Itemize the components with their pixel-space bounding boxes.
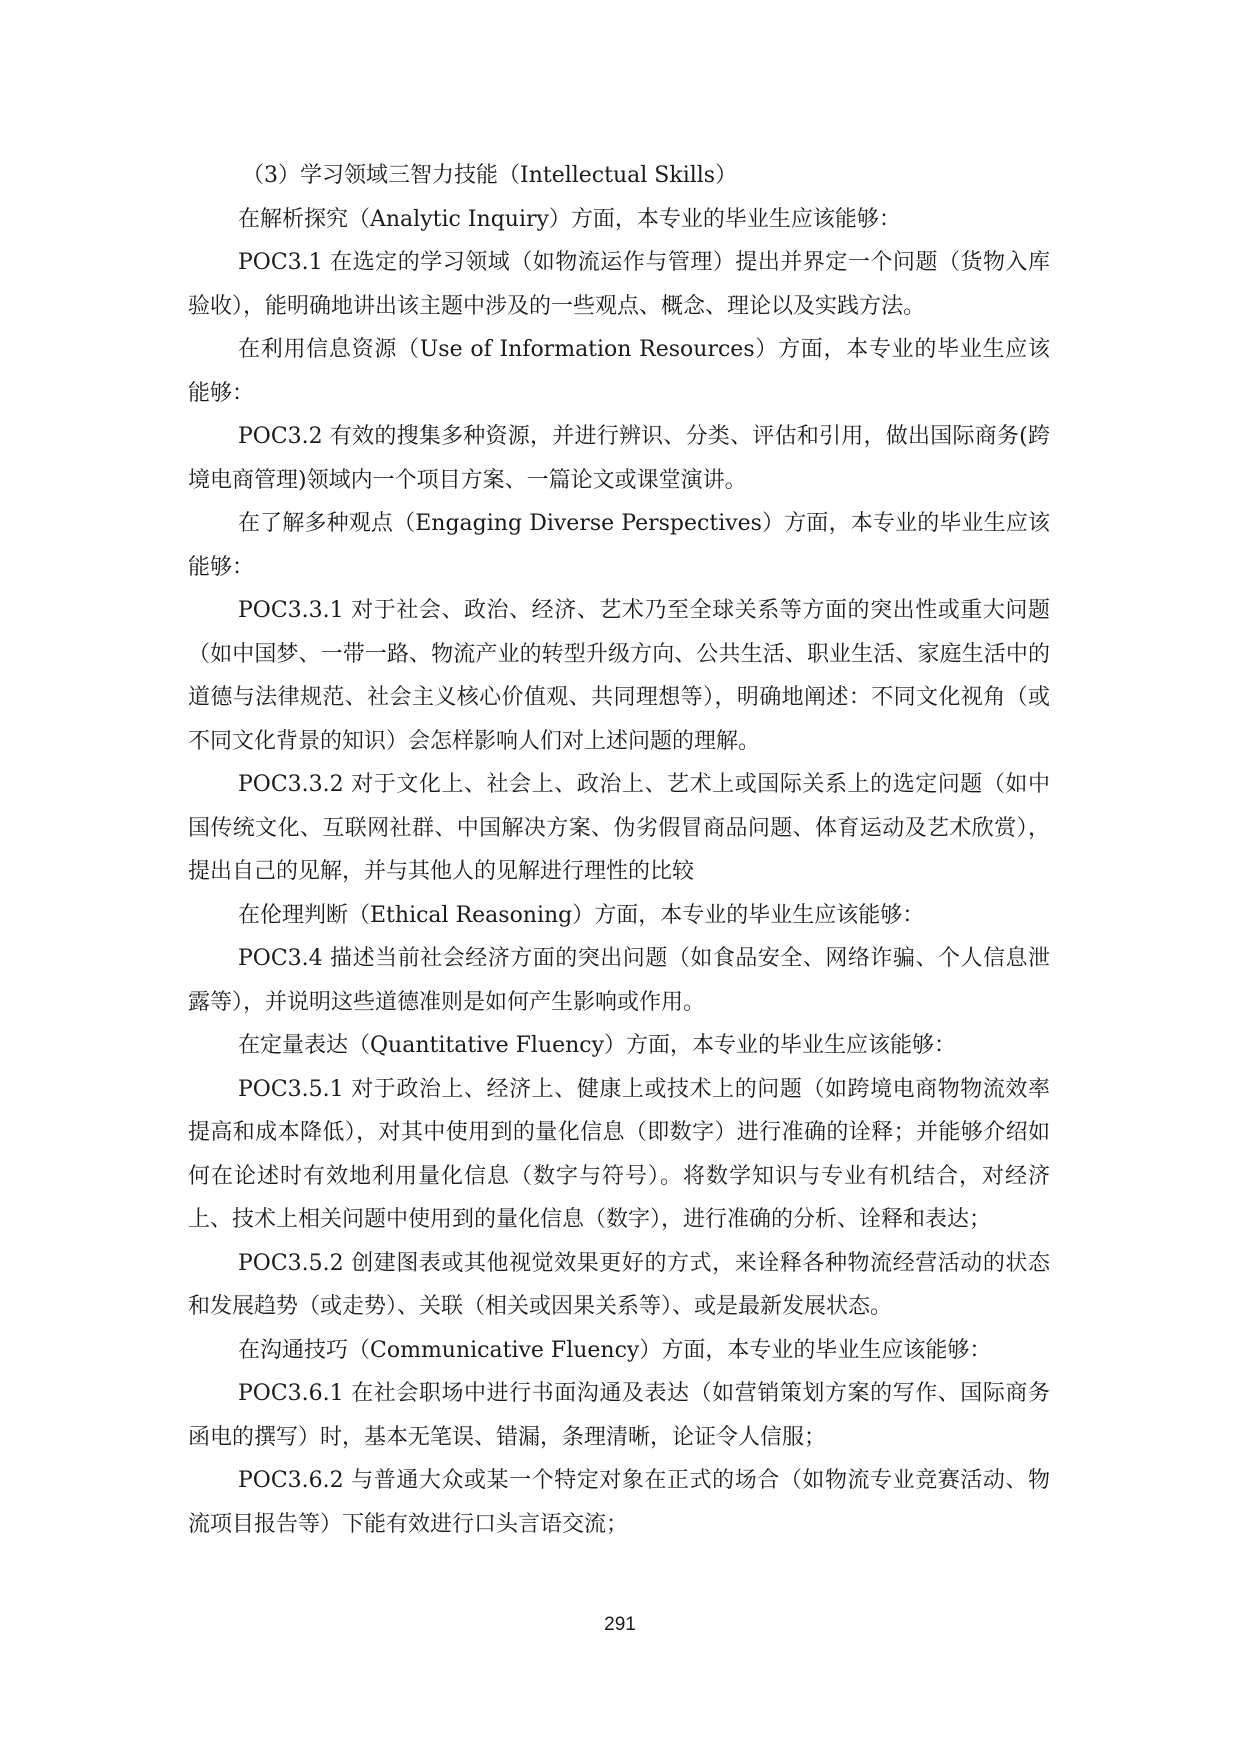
paragraph-poc3-5-2: POC3.5.2 创建图表或其他视觉效果更好的方式，来诠释各种物流经营活动的状态和发展趋势（或走势）、关联（相关或因果关系等）、或是最新发展状态。: [188, 1250, 1050, 1319]
paragraph-poc3-4: POC3.4 描述当前社会经济方面的突出问题（如食品安全、网络诈骗、个人信息泄露等），并说明这些道德准则是如何产生影响或作用。: [188, 946, 1050, 1015]
paragraph-poc3-3-2: POC3.3.2 对于文化上、社会上、政治上、艺术上或国际关系上的选定问题（如中国传统文化、互联网社群、中国解决方案、伪劣假冒商品问题、体育运动及艺术欣赏），提出自己的见解，并与其他人的见解进行理性的比较: [188, 772, 1050, 884]
paragraph-ethical-reasoning-intro: 在伦理判断（Ethical Reasoning）方面，本专业的毕业生应该能够：: [238, 902, 925, 928]
paragraph-communicative-fluency-intro: 在沟通技巧（Communicative Fluency）方面，本专业的毕业生应该能够：: [238, 1337, 992, 1363]
paragraph-diverse-perspectives-intro: 在了解多种观点（Engaging Diverse Perspectives）方面，本专业的毕业生应该能够：: [188, 511, 1050, 580]
paragraph-analytic-inquiry-intro: 在解析探究（Analytic Inquiry）方面，本专业的毕业生应该能够：: [238, 206, 901, 232]
paragraph-poc3-5-1: POC3.5.1 对于政治上、经济上、健康上或技术上的问题（如跨境电商物物流效率提高和成本降低），对其中使用到的量化信息（即数字）进行准确的诠释；并能够介绍如何在论述时有效地利用量化信息（数字与符号）。将数学知识与专业有机结合，对经济上、技术上相关问题中使用到的量化信息（数字），进行准确的分析、诠释和表达；: [188, 1076, 1050, 1232]
section-heading: （3）学习领域三智力技能（Intellectual Skills）: [242, 163, 738, 188]
paragraph-poc3-6-1: POC3.6.1 在社会职场中进行书面沟通及表达（如营销策划方案的写作、国际商务函电的撰写）时，基本无笔误、错漏，条理清晰，论证令人信服；: [188, 1381, 1050, 1450]
page-number: 291: [604, 1614, 636, 1635]
paragraph-poc3-2: POC3.2 有效的搜集多种资源，并进行辨识、分类、评估和引用，做出国际商务(跨境电商管理)领域内一个项目方案、一篇论文或课堂演讲。: [188, 424, 1050, 493]
paragraph-poc3-6-2: POC3.6.2 与普通大众或某一个特定对象在正式的场合（如物流专业竞赛活动、物流项目报告等）下能有效进行口头言语交流；: [188, 1468, 1050, 1537]
paragraph-poc3-1: POC3.1 在选定的学习领域（如物流运作与管理）提出并界定一个问题（货物入库验收），能明确地讲出该主题中涉及的一些观点、概念、理论以及实践方法。: [188, 250, 1050, 319]
paragraph-poc3-3-1: POC3.3.1 对于社会、政治、经济、艺术乃至全球关系等方面的突出性或重大问题（如中国梦、一带一路、物流产业的转型升级方向、公共生活、职业生活、家庭生活中的道德与法律规范、社会主义核心价值观、共同理想等），明确地阐述：不同文化视角（或不同文化背景的知识）会怎样影响人们对上述问题的理解。: [188, 598, 1050, 754]
paragraph-quantitative-fluency-intro: 在定量表达（Quantitative Fluency）方面，本专业的毕业生应该能够：: [238, 1033, 957, 1058]
document-body: [188, 154, 1050, 1546]
paragraph-information-resources-intro: 在利用信息资源（Use of Information Resources）方面，本专业的毕业生应该能够：: [188, 337, 1050, 406]
